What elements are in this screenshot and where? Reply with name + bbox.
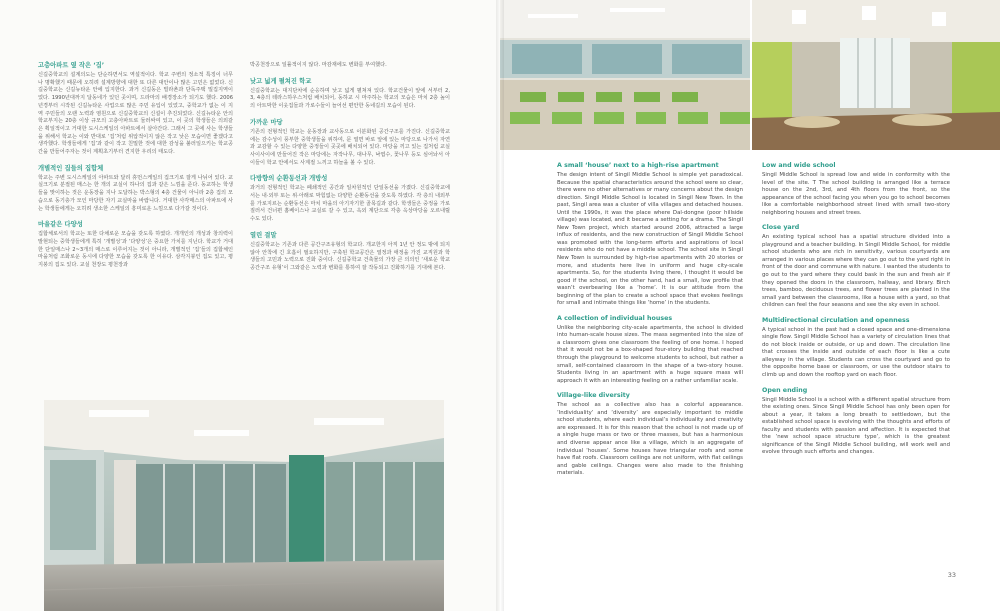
section-body: 기존의 전형적인 학교는 운동장과 교사동으로 이분화된 공간구조를 가진다. 신길중학교에는 감수성이 풍부한 중학생들을 위하여, 문 열면 바로 앞에 있는 마당으로 나가서 자연과 교감할 수 있는 다양한 중정들이 곳곳에 배치되어 있다. 마당을 끼고 있는 집처럼 교실 사이사이에 만들어진 작은 마당에는 자작나무, 대나무, 낙엽수, 꽃나무 등도 심어놔서 아이들이 학교 안에서도 사계절 느끼고 하늘을 볼 수 있다. bbox=[250, 128, 450, 166]
classroom-illustration bbox=[500, 0, 750, 150]
section-body: Singil Middle School is a school with a different spatial structure from the existing ones. Since Singil Middle School has only been open for about a year, it takes a long breath to settledown, but the established school space is evolving with the thoughts and efforts of faculty and students with passion and affection. It is expected that the ‘new school space structure type’, which is the greatest significance of the Singil Middle School building, will work well and evolve through such efforts and changes. bbox=[762, 396, 950, 456]
english-column-1 bbox=[557, 162, 743, 485]
section-heading: Close yard bbox=[762, 224, 800, 232]
section-body: The school as a collective also has a colorful appearance. ‘Individuality’ and ‘diversity’ are especially important to middle school students, where each individual’s individuality and creativity are expressed. It is for this reason that the school is not made up of a single huge mass or two or three masses, but has a harmonious and diverse appear ance like a village, which is an aggregate of individual ‘houses’. Some houses have triangular roofs and some have flat roofs. Classroom ceilings are not uniform, with flat ceilings and gable ceilings. Changes were also made to the finishing materials. bbox=[557, 402, 743, 477]
school-entrance-photo bbox=[44, 400, 444, 611]
section-body: Singil Middle School is spread low and wide in conformity with the level of the site. T The school building is arranged like a terrace house on the 2nd, 3rd, and 4th floors from the front, so the appearance of the school facing you when you go to school becomes like a comfortable neighborhood street lined with small two-story neighboring houses and street trees. bbox=[762, 172, 950, 216]
section-body: 과거의 전형적인 학교는 폐쇄적인 공간과 일차원적인 단일동선을 가졌다. 신길중학교에서는 내·외부 또는 위·아래로 막힘없는 다양한 순환동선을 갖도록 하였다. 각 층의 내외부를 가로지르는 순환동선은 마치 마을의 아기자기한 골목길과 같다. 학생들은 중정을 가로질러서 건너편 홈베이스나 교실로 갈 수 있고, 옥외 계단으로 각층 옥상마당을 오르내릴 수도 있다. bbox=[250, 185, 450, 223]
section-heading: A collection of individual houses bbox=[557, 314, 673, 322]
section-heading: Village-like diversity bbox=[557, 392, 630, 400]
section-body: 학교는 주변 도시스케일의 아파트와 달리 휴먼스케일의 집크기로 잘게 나뉘어 있다. 교실크기로 분절된 매스는 한 개의 교실이 하나의 집과 같은 느낌을 준다. 동교하는 학생들을 맞이하는 것은 운동장을 지나 도달하는 박스형의 4층 건물이 아니라 2층 집의 모습으로 동기층가 모인 마당한 자기 교실마을 바랍니다. 거대한 사각매스의 아파트에 사는 학생들에게는 오히려 생소한 스케일의 흥미로운 느낌으로 다가갈 것이다. bbox=[38, 174, 233, 212]
section-body: An existing typical school has a spatial structure divided into a playground and a teacher building. In Singil Middle School, for middle school students who are rich in sensitivity, various courtyards are arranged in various places where they can go out to the yard right in front of the door and commune with nature. I wanted the students to go out to the yard where they could bask in the sun and fresh air if they opened the doors in the classroom, hallway, and library. Birch trees, bamboo, deciduous trees, and flower trees are planted in the small yard between the classrooms, like a house with a yard, so that children can feel the four seasons and see the sky even in school. bbox=[762, 234, 951, 309]
right-page bbox=[500, 0, 1000, 611]
section-body: 신길중학교는 대지단차에 순응하며 낮고 넓게 펼쳐져 있다. 학교건물이 앞에 서부터 2, 3, 4층의 테라스하우스처럼 배치되어, 동하교 시 마주하는 학교의 모습은 마치 2층 높이의 아트막한 이웃집들과 가로수들이 늘어선 편안한 동네길의 모습이 된다. bbox=[250, 87, 450, 110]
section-heading: 마을같은 다양성 bbox=[38, 221, 83, 229]
section-heading: 다방향의 순환동선과 개방성 bbox=[250, 175, 328, 183]
section-heading: A small ‘house’ next to a high-rise apartment bbox=[557, 162, 719, 169]
section-body: Unlike the neighboring city-scale apartments, the school is divided into human-scale house sizes. The mass segmented into the size of a classroom gives one classroom the feeling of one home. I hoped that it would not be a box-shaped four-story building that reached through the playground to welcome students to school, but rather a small, self-contained classroom in the shape of a two-story house. Students living in an apartment with a huge square mass will approach it with an interesting feeling on a rather unfamiliar scale. bbox=[557, 324, 743, 384]
section-body: 신길중학교는 기존과 다른 공간구조유형의 학교다. 개교한지 아직 1년 안 정도 밖에 되지 않아 안착에 긴 호흡이 필요하지만, 구축된 학교공간은 열정과 애정을 가진 교직원과 학생들의 고민과 노력으로 진화 중이다. 신길중학교 건축물의 가장 큰 의의인 ‘새로운 학교공간구조 유형’이 그와같은 노력과 변화를 통하여 잘 작동되고 진화하기를 기대해 본다. bbox=[250, 241, 450, 271]
section-body: The design intent of Singil Middle School is simple yet paradoxical. Because the spatial characteristics around the school were so clear, there were no other alternatives or many concerns about the design direction. Singil Middle School is located in Singil New Town. In the past, Singil area was a cluster of villa villages and detached houses. Until the 1990s, it was the place where Dal-dongne (poor hillside village) was located, and it became a setting for a drama. The Singil New Town project, which started around 2006, attracted a large influx of residents, and the new construction of Singil Middle School was promoted with the long-term efforts and aspirations of local residents who do not have a middle school. The school site in Singil New Town is surrounded by high-rise apartments with 20 stories or more, and students here live in uniform and huge city-scale apartments. So, for the students living there, I thought it would be good if the school, on the other hand, had a small, low profile that wasn’t overbearing like a ‘home’. It is our attitude from the beginning of the plan to create a school space that evokes feelings for small and intimate things like ‘home’ in the students. bbox=[557, 172, 743, 307]
section-heading: 낮고 넓게 펼쳐진 학교 bbox=[250, 77, 312, 85]
section-heading: 열린 결말 bbox=[250, 231, 277, 239]
section-heading: Low and wide school bbox=[762, 162, 836, 169]
section-heading: Multidirectional circulation and openness bbox=[762, 316, 910, 324]
section-heading: 가까운 마당 bbox=[250, 118, 283, 126]
section-body: 박공천장으로 일률적이지 않다. 마감재에도 변화를 부여했다. bbox=[250, 62, 387, 68]
library-illustration bbox=[752, 0, 1000, 150]
korean-column-2 bbox=[250, 62, 450, 281]
section-heading: 개별적인 집들의 집합체 bbox=[38, 164, 104, 172]
section-body: 집합체로서의 학교는 또한 다채로운 모습을 갖도록 하였다. 개개인의 개성과 창의력이 발현되는 중학생들에게 특히 ‘개별성’과 ‘다양성’은 중요한 가치를 지닌다. 학교가 거대한 단일매스나 2~3개의 매스로 이루어지는 것이 아니라, 개별적인 ‘집’들의 집합체인 마을처럼 조화로운 동시에 다양한 모습을 갖도록 한 이유다. 삼각지붕인 집도 있고, 평지붕의 집도 있다. 교실 천장도 평천장과 bbox=[38, 231, 233, 269]
page-number: 33 bbox=[947, 571, 956, 579]
library-photo bbox=[752, 0, 1000, 150]
section-heading: 고층아파트 옆 작은 ‘집’ bbox=[38, 62, 105, 69]
english-column-2 bbox=[762, 162, 950, 464]
classroom-photo bbox=[500, 0, 750, 150]
section-body: A typical school in the past had a closed space and one-dimensiona single flow. Singil Middle School has a variety of circulation lines that do not block inside or outside, or up and down. The circulation line that crosses the inside and outside of each floor is like a cute alleyway in the village. Students can cross the courtyard and go to the opposite home base or classroom, or use the outdoor stairs to climb up and down the rooftop yard on each floor. bbox=[762, 326, 950, 379]
spine-gutter bbox=[496, 0, 504, 611]
entrance-illustration bbox=[44, 400, 444, 611]
section-heading: Open ending bbox=[762, 386, 808, 394]
korean-column-1 bbox=[38, 62, 233, 278]
section-body: 신길중학교의 설계의도는 단순하면서도 역설적이다. 학교 주변의 정소적 특징이 너무나 명확했기 때문에 오히려 설계방향에 대한 또 다른 대안이나 많은 고민은 없었다. 신길중학교는 신길뉴타운 안에 입지한다. 과거 신길동은 빌라촌과 단독주택 밀집지역이었다. 1990년대까지 달동네가 있던 곳이며, 드라마의 배경장소가 되기도 했다. 2006년경부터 시작된 신길뉴타운 사업으로 많은 주민 유입이 있었고, 중학교가 없는 이 지역 주민들의 오랜 노력과 염원으로 신길중학교의 신설이 추진되었다. 신길뉴타운 안의 학교부지는 20층 이상 규모의 고층아파트로 둘러싸여 있고, 이 곳의 학생들은 의외같은 획일적이고 거대한 도시스케일의 아파트에서 살아간다. 그래서 그 곳에 사는 학생들을 위해서 학교는 이와 반대로 ‘집’처럼 위압적이지 않은 작고 낮은 모습이면 좋겠다고 생각했다. 학생들에게 ‘집’과 같이 작고 친밀한 것에 대한 감성을 불러일으키는 학교공간을 만들어주자는 것이 계획초기부터 견지한 우리의 태도다. bbox=[38, 72, 233, 156]
